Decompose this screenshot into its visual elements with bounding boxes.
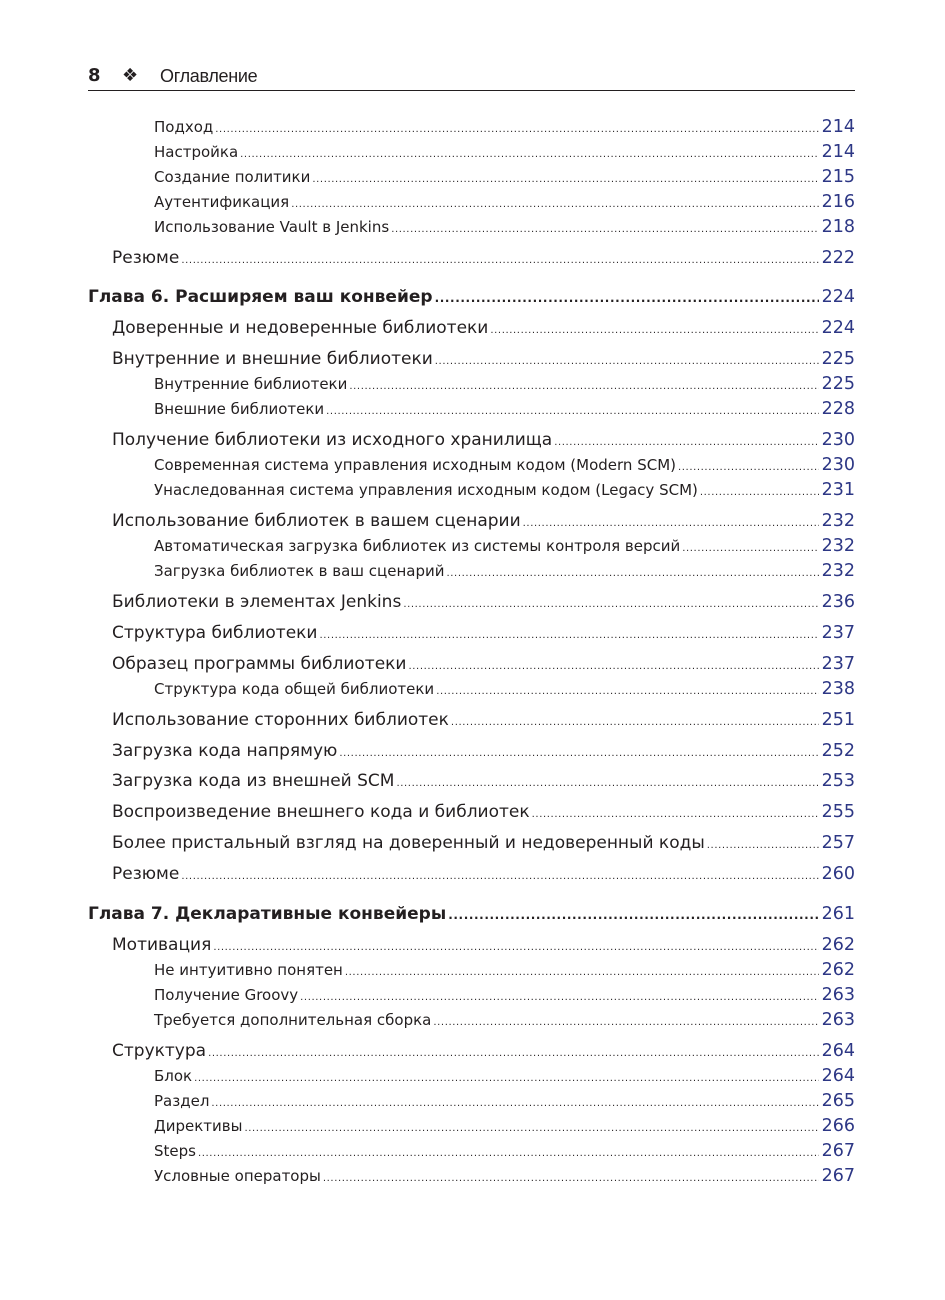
toc-subsection[interactable] [154,215,855,239]
toc-subsection[interactable] [154,115,855,139]
dot-leader [396,770,818,798]
toc-label: Steps [154,1142,196,1160]
toc-label: Требуется дополнительная сборка [154,1011,432,1029]
toc-page-number[interactable]: 214 [821,142,855,162]
toc-section[interactable] [112,931,855,959]
toc-label: Резюме [112,864,180,884]
toc-page-number[interactable]: 263 [821,1010,855,1030]
toc-page-number[interactable]: 264 [821,1066,855,1086]
toc-subsection[interactable] [154,453,855,477]
toc-label: Воспроизведение внешнего кода и библиотек [112,802,530,822]
dot-leader [215,118,818,142]
toc-label: Использование сторонних библиотек [112,710,449,730]
dot-leader [181,247,818,275]
toc-page-number[interactable]: 231 [821,480,855,500]
toc-label: Унаследованная система управления исходным кодом (Legacy SCM) [154,481,698,499]
dot-leader [349,375,818,399]
toc-label: Настройка [154,143,239,161]
toc-page-number[interactable]: 225 [821,374,855,394]
toc-section[interactable] [112,798,855,826]
toc-section[interactable] [112,706,855,734]
toc-page-number[interactable]: 237 [821,654,855,674]
toc-label: Доверенные и недоверенные библиотеки [112,318,489,338]
toc-subsection[interactable] [154,983,855,1007]
dot-leader [403,591,818,619]
toc-page-number[interactable]: 267 [821,1166,855,1186]
toc-section[interactable] [112,345,855,373]
dot-leader [490,317,818,345]
toc-section[interactable] [112,314,855,342]
dot-leader [678,456,819,480]
toc-page-number[interactable]: 218 [821,217,855,237]
dot-leader [291,193,818,217]
toc-page-number[interactable]: 215 [821,167,855,187]
dot-leader [435,283,819,313]
toc-label: Загрузка кода напрямую [112,741,338,761]
dot-leader [448,900,818,930]
dot-leader [181,863,818,891]
toc-label: Не интуитивно понятен [154,961,343,979]
dot-leader [433,1011,818,1035]
toc-section[interactable] [112,860,855,888]
page-number: 8 [88,65,101,86]
toc-page-number[interactable]: 238 [821,679,855,699]
toc-section[interactable] [112,737,855,765]
toc-page-number[interactable]: 262 [821,935,855,955]
toc-label: Внутренние и внешние библиотеки [112,349,433,369]
toc-section[interactable] [112,1037,855,1065]
toc-chapter[interactable] [88,899,855,929]
toc-subsection[interactable] [154,372,855,396]
toc-chapter[interactable] [88,282,855,312]
toc-subsection[interactable] [154,958,855,982]
toc-label: Библиотеки в элементах Jenkins [112,592,402,612]
toc-subsection[interactable] [154,559,855,583]
dot-leader [244,1117,818,1141]
toc-section[interactable] [112,244,855,272]
toc-section[interactable] [112,829,855,857]
toc-subsection[interactable] [154,1089,855,1113]
dot-leader [323,1167,819,1191]
dot-leader [240,143,818,167]
toc-page-number[interactable]: 224 [821,287,855,307]
toc-page-number[interactable]: 236 [821,592,855,612]
toc-label: Использование библиотек в вашем сценарии [112,511,521,531]
toc-section[interactable] [112,619,855,647]
toc-label: Структура [112,1041,207,1061]
toc-page-number[interactable]: 222 [821,248,855,268]
toc-subsection[interactable] [154,1164,855,1188]
toc-subsection[interactable] [154,478,855,502]
toc-subsection[interactable] [154,1008,855,1032]
toc-label: Подход [154,118,214,136]
toc-page-number[interactable]: 264 [821,1041,855,1061]
dot-leader [451,709,819,737]
running-title: Оглавление [160,66,258,86]
toc-label: Создание политики [154,168,311,186]
dot-leader [300,986,818,1010]
toc-label: Аутентификация [154,193,290,211]
dot-leader [194,1067,818,1091]
dot-leader [446,562,818,586]
toc-page-number[interactable]: 262 [821,960,855,980]
toc-label: Условные операторы [154,1167,321,1185]
toc-page-number[interactable]: 237 [821,623,855,643]
toc-page-number[interactable]: 230 [821,455,855,475]
toc-page-number[interactable]: 255 [821,802,855,822]
page-header [88,62,855,91]
dot-leader [312,168,818,192]
toc-label: Блок [154,1067,193,1085]
toc-label: Получение библиотеки из исходного хранилища [112,430,553,450]
toc-page-number[interactable]: 214 [821,117,855,137]
toc-page-number[interactable]: 224 [821,318,855,338]
ornament-icon: ❖ [122,65,139,86]
toc-label: Образец программы библиотеки [112,654,407,674]
toc-label: Загрузка библиотек в ваш сценарий [154,562,445,580]
toc-label: Получение Groovy [154,986,299,1004]
toc-page-number[interactable]: 267 [821,1141,855,1161]
dot-leader [339,740,818,768]
toc-page-number[interactable]: 225 [821,349,855,369]
toc-subsection[interactable] [154,397,855,421]
toc-page-number[interactable]: 253 [821,771,855,791]
toc-label: Структура библиотеки [112,623,318,643]
toc-section[interactable] [112,767,855,795]
toc-label: Директивы [154,1117,243,1135]
dot-leader [391,218,818,242]
toc-page-number[interactable]: 263 [821,985,855,1005]
dot-leader [682,537,818,561]
toc-label: Глава 6. Расширяем ваш конвейер [88,287,433,307]
toc-subsection[interactable] [154,140,855,164]
dot-leader [198,1142,819,1166]
dot-leader [319,622,818,650]
toc-label: Загрузка кода из внешней SCM [112,771,395,791]
toc-section[interactable] [112,650,855,678]
toc-page-number[interactable]: 232 [821,536,855,556]
toc-label: Современная система управления исходным кодом (Modern SCM) [154,456,676,474]
toc-subsection[interactable] [154,1114,855,1138]
toc-page-number[interactable]: 266 [821,1116,855,1136]
toc-label: Мотивация [112,935,212,955]
dot-leader [211,1092,818,1116]
dot-leader [707,832,819,860]
toc-page-number[interactable]: 232 [821,511,855,531]
toc-section[interactable] [112,588,855,616]
toc-label: Структура кода общей библиотеки [154,680,435,698]
toc-label: Внешние библиотеки [154,400,325,418]
toc-label: Более пристальный взгляд на доверенный и недоверенный коды [112,833,705,853]
toc-label: Внутренние библиотеки [154,375,348,393]
toc-page-number[interactable]: 252 [821,741,855,761]
toc-label: Резюме [112,248,180,268]
dot-leader [345,961,819,985]
toc-subsection[interactable] [154,1064,855,1088]
toc-label: Глава 7. Декларативные конвейеры [88,904,447,924]
dot-leader [700,481,819,505]
toc-label: Автоматическая загрузка библиотек из системы контроля версий [154,537,681,555]
toc-page-number[interactable]: 257 [821,833,855,853]
toc-page-number[interactable]: 265 [821,1091,855,1111]
toc-page-number[interactable]: 251 [821,710,855,730]
toc-section[interactable] [112,507,855,535]
toc-subsection[interactable] [154,1139,855,1163]
dot-leader [436,680,818,704]
toc-page-number[interactable]: 261 [821,904,855,924]
toc-page-number[interactable]: 230 [821,430,855,450]
dot-leader [532,801,819,829]
toc-subsection[interactable] [154,534,855,558]
toc-page-number[interactable]: 228 [821,399,855,419]
toc-subsection[interactable] [154,190,855,214]
toc-page-number[interactable]: 260 [821,864,855,884]
toc-page-number[interactable]: 216 [821,192,855,212]
toc-section[interactable] [112,426,855,454]
toc-label: Использование Vault в Jenkins [154,218,390,236]
dot-leader [326,400,818,424]
toc-page-number[interactable]: 232 [821,561,855,581]
toc-label: Раздел [154,1092,210,1110]
toc-subsection[interactable] [154,677,855,701]
toc-subsection[interactable] [154,165,855,189]
